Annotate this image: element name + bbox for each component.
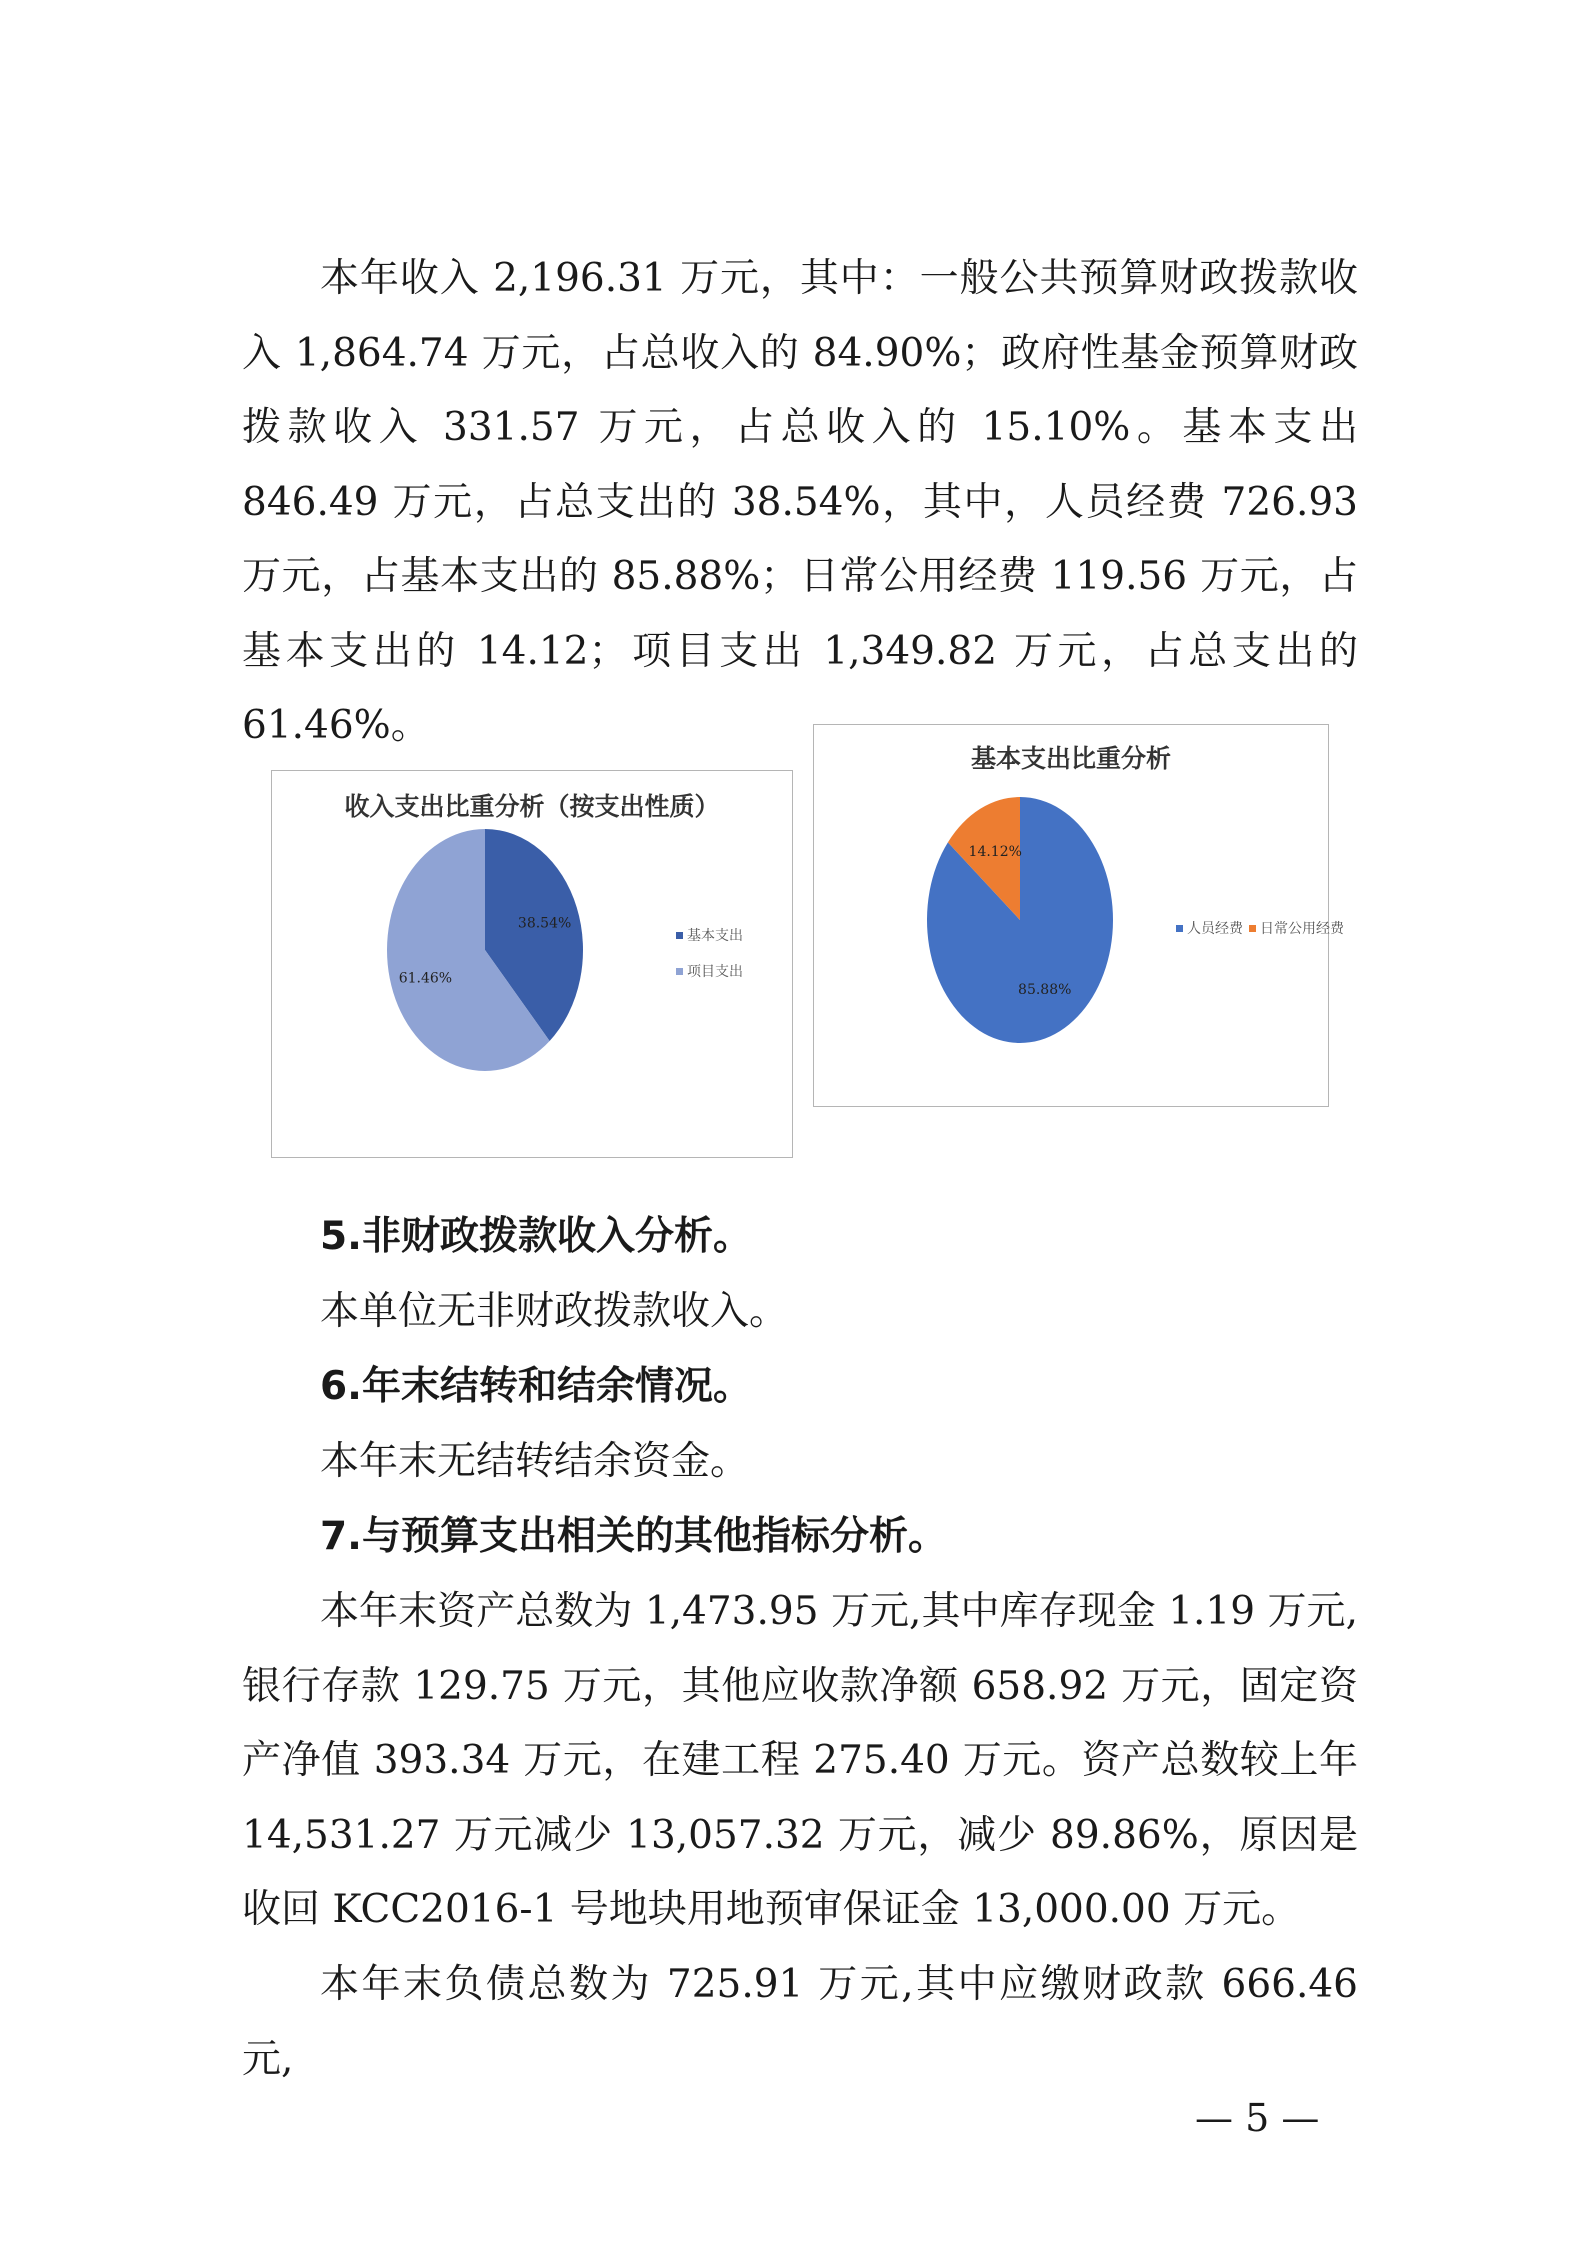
chart-income-expense-ratio: [271, 770, 793, 1158]
legend-swatch: [1176, 925, 1183, 932]
legend-item: [676, 961, 743, 981]
legend-label: 基本支出: [687, 928, 743, 944]
section6-heading: 6.年末结转和结余情况。: [320, 1364, 752, 1409]
data-label: 14.12%: [968, 844, 1022, 861]
chart-title: 收入支出比重分析（按支出性质）: [344, 792, 720, 821]
data-label: 61.46%: [398, 970, 453, 987]
legend-swatch: [676, 932, 683, 939]
legend-swatch: [1249, 925, 1256, 932]
chart-legend: [1176, 918, 1350, 938]
paragraph-assets: 本年末资产总数为 1,473.95 万元,其中库存现金 1.19 万元,银行存款 129.75 万元，其他应收款净额 658.92 万元，固定资产净值 393.34 万元，在建工程 275.40 万元。资产总数较上年 14,531.27 万元减少 13,057.32 万元，减少 89.86%，原因是收回 KCC2016-1 号地块用地预审保证金 13,000.00 万元。: [242, 1589, 1358, 1932]
legend-label: 人员经费: [1187, 921, 1243, 937]
legend-swatch: [676, 968, 683, 975]
data-label: 38.54%: [517, 915, 572, 932]
chart-legend: [676, 925, 743, 997]
section5-heading: 5.非财政拨款收入分析。: [320, 1214, 752, 1259]
paragraph-income-expense: 本年收入 2,196.31 万元，其中：一般公共预算财政拨款收入 1,864.74 万元，占总收入的 84.90%；政府性基金预算财政拨款收入 331.57 万元，占总收入的 15.10%。基本支出 846.49 万元，占总支出的 38.54%，其中，人员经费 726.93 万元，占基本支出的 85.88%；日常公用经费 119.56 万元，占基本支出的 14.12；项目支出 1,349.82 万元，占总支出的 61.46%。: [242, 256, 1358, 748]
legend-item: [1249, 918, 1344, 938]
chart-title: 基本支出比重分析: [970, 744, 1171, 773]
page-number: — 5 —: [1195, 2096, 1320, 2140]
paragraph-liabilities: 本年末负债总数为 725.91 万元,其中应缴财政款 666.46 元,: [242, 1962, 1358, 2082]
chart-basic-expense-ratio: [813, 724, 1344, 1107]
legend-label: 项目支出: [687, 964, 743, 980]
legend-item: [676, 925, 743, 945]
legend-item: [1176, 918, 1243, 938]
data-label: 85.88%: [1018, 981, 1072, 998]
section7-heading: 7.与预算支出相关的其他指标分析。: [320, 1514, 947, 1559]
legend-label: 日常公用经费: [1260, 921, 1344, 937]
section5-text: 本单位无非财政拨款收入。: [320, 1289, 789, 1334]
section6-text: 本年末无结转结余资金。: [320, 1439, 750, 1484]
pie-chart: [814, 725, 1328, 1106]
